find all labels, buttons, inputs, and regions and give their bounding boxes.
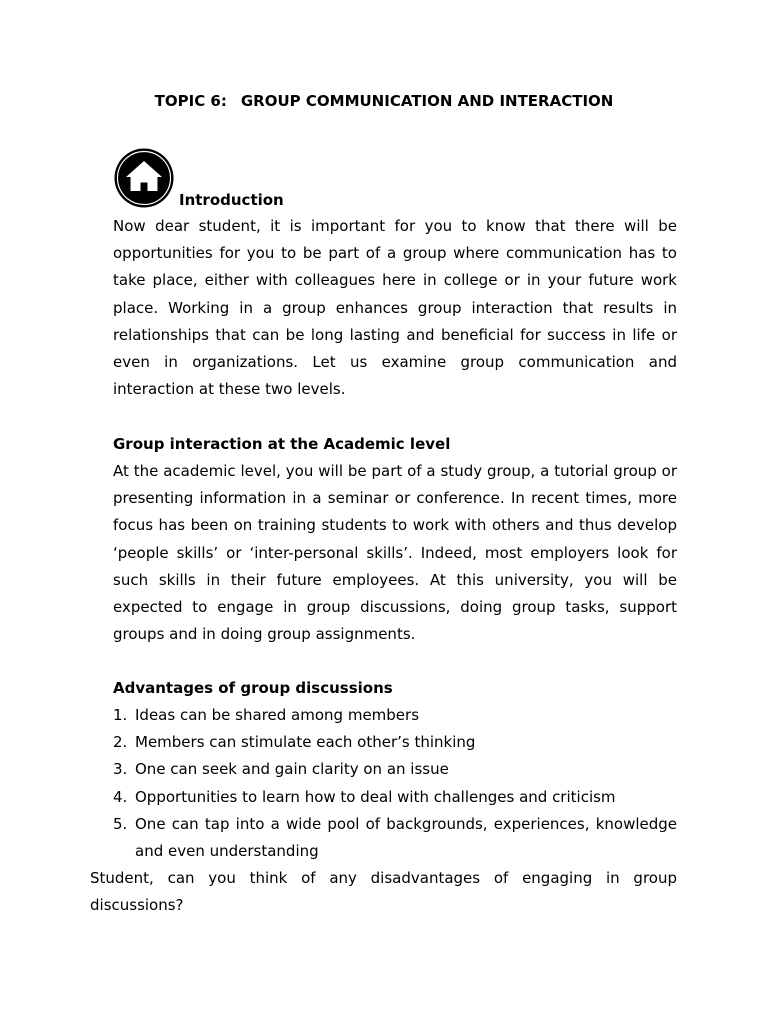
list-item-text: One can seek and gain clarity on an issue — [135, 760, 449, 779]
list-item-number: 3. — [113, 760, 128, 779]
closing-question: Student, can you think of any disadvantages of engaging in group discussions? — [90, 869, 677, 915]
introduction-paragraph — [113, 213, 677, 403]
list-item-number: 1. — [113, 706, 128, 724]
list-item — [113, 784, 677, 811]
topic-label: TOPIC 6: — [154, 92, 227, 110]
list-item-number: 5. — [113, 814, 128, 833]
list-item-text: One can tap into a wide pool of backgrounds, experiences, knowledge and even understanding — [135, 814, 677, 861]
list-item — [113, 756, 677, 783]
list-item — [113, 811, 677, 865]
list-item-number: 2. — [113, 733, 128, 752]
academic-level-text: At the academic level, you will be part of a study group, a tutorial group or presenting information in a seminar or conference. In recent times, more focus has been on training students to work with others and thus develop ‘people skills’ or ‘inter-personal skills’. Indeed, most employers look for such skills in their future employees. At this university, you will be expected to engage in group discussions, doing group tasks, support groups and in doing group assignments. — [113, 462, 677, 644]
advantages-heading: Advantages of group discussions — [113, 679, 393, 697]
list-item-text: Members can stimulate each other’s thinking — [135, 733, 476, 752]
introduction-text: Now dear student, it is important for you to know that there will be opportunities for you to be part of a group where communication has to take place, either with colleagues here in college or in your future work place. Working in a group enhances group interaction that results in relationships that can be long lasting and beneficial for success in life or even in organizations. Let us examine group communication and interaction at these two levels. — [113, 217, 677, 399]
advantages-list — [113, 702, 677, 865]
list-item — [113, 702, 677, 729]
list-item-text: Opportunities to learn how to deal with challenges and criticism — [135, 787, 616, 806]
list-item-number: 4. — [113, 787, 128, 806]
academic-level-heading: Group interaction at the Academic level — [113, 435, 451, 453]
home-icon — [114, 148, 174, 208]
page-title — [0, 92, 768, 111]
topic-title: GROUP COMMUNICATION AND INTERACTION — [240, 92, 614, 110]
introduction-heading: Introduction — [179, 191, 284, 209]
academic-level-paragraph — [113, 458, 677, 648]
list-item — [113, 729, 677, 756]
list-item-text: Ideas can be shared among members — [135, 706, 420, 724]
